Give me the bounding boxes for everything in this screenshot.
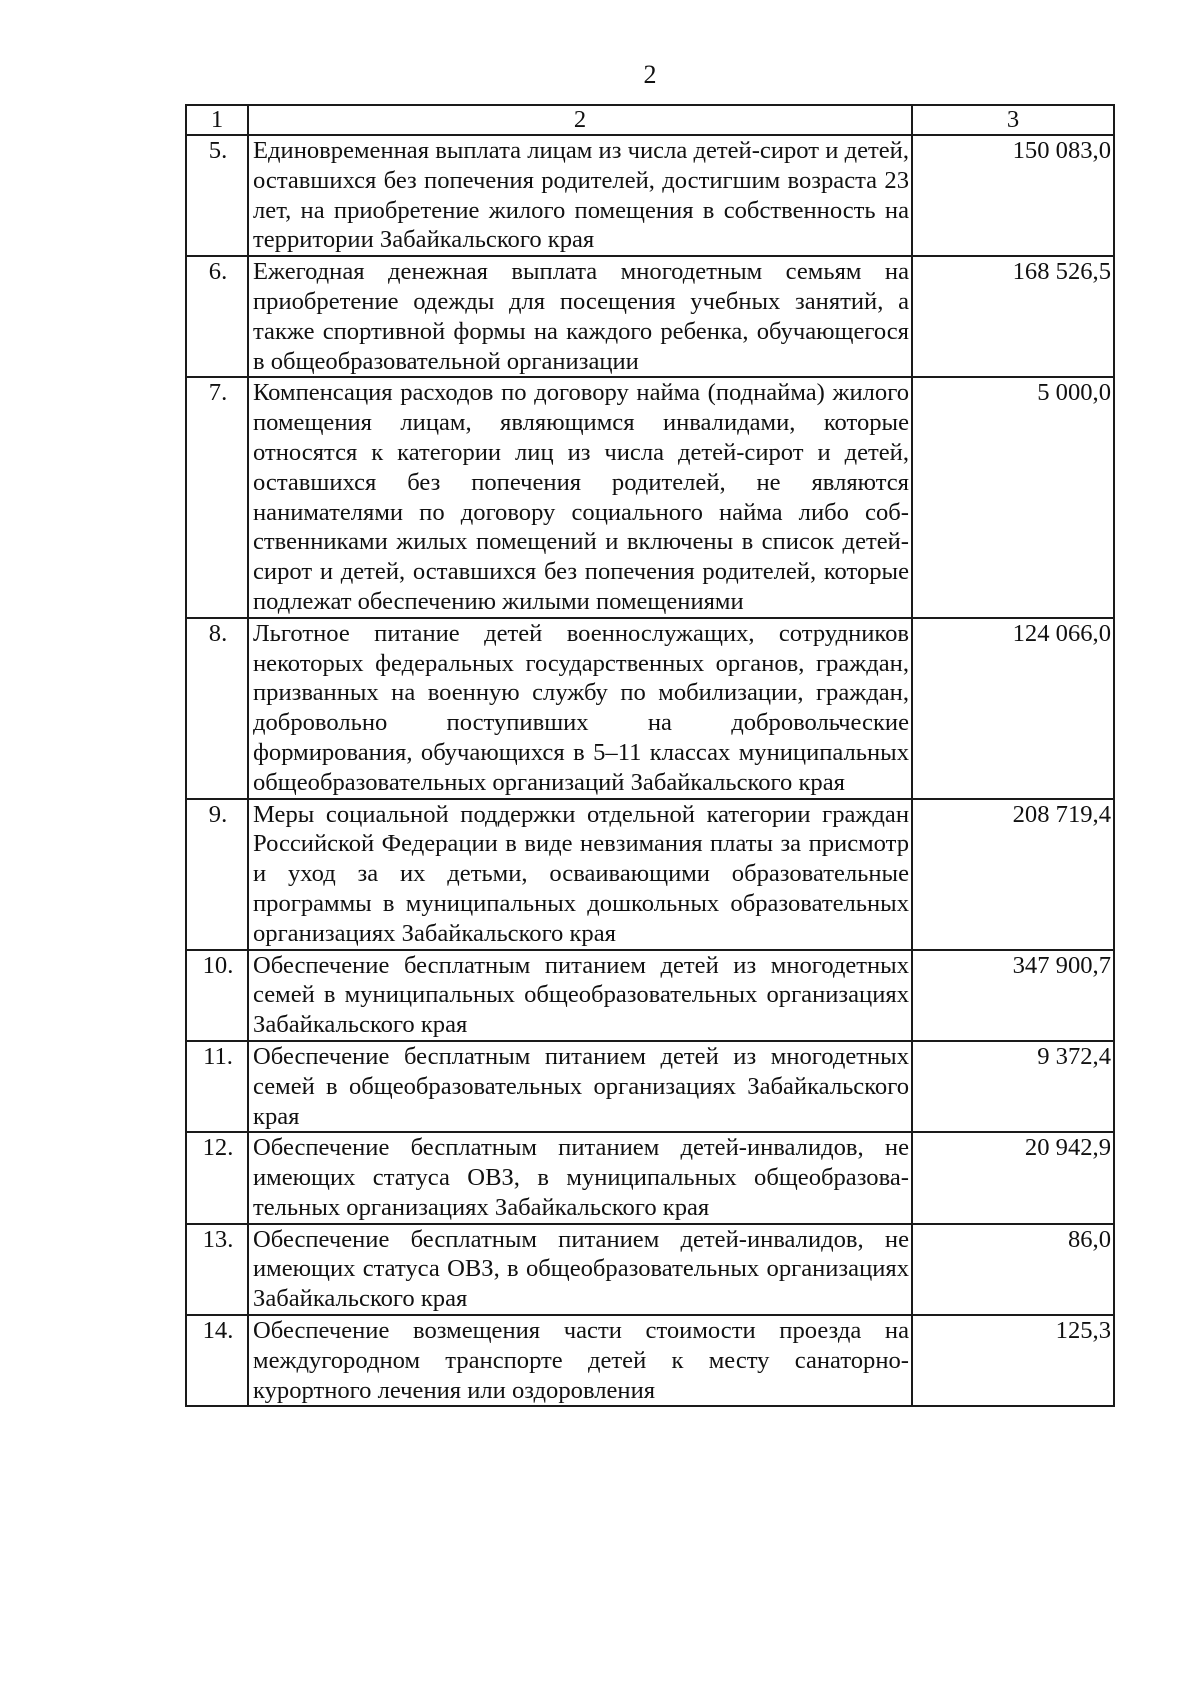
row-amount: 124 066,0 (912, 618, 1114, 799)
row-number: 11. (186, 1041, 248, 1132)
row-description: Обеспечение бесплатным питанием детей из многодетных семей в муниципальных общеобразовательных организациях Забайкальского края (248, 950, 912, 1041)
row-description: Ежегодная денежная выплата многодетным семьям на приобретение одежды для посещения учебных занятий, а также спортивной формы на каждого ребенка, обучающегося в общеобразовательной организации (248, 256, 912, 377)
page-number: 2 (643, 60, 657, 89)
row-number: 5. (186, 135, 248, 256)
row-description: Обеспечение возмещения части стоимости проезда на междугородном транспорте детей к месту санаторно-курортного лечения или оздоровления (248, 1315, 912, 1406)
column-header-number: 1 (186, 105, 248, 135)
row-amount: 168 526,5 (912, 256, 1114, 377)
row-number: 9. (186, 799, 248, 950)
row-number: 13. (186, 1224, 248, 1315)
row-amount: 347 900,7 (912, 950, 1114, 1041)
table-row (186, 799, 1114, 950)
row-number: 6. (186, 256, 248, 377)
row-description: Обеспечение бесплатным питанием детей-инвалидов, не имеющих статуса ОВЗ, в общеобразовательных организациях Забайкальского края (248, 1224, 912, 1315)
row-number: 7. (186, 377, 248, 617)
table-row (186, 256, 1114, 377)
table-row (186, 135, 1114, 256)
row-description: Обеспечение бесплатным питанием детей из многодетных семей в общеобразовательных организациях Забайкальского края (248, 1041, 912, 1132)
column-header-description: 2 (248, 105, 912, 135)
row-number: 12. (186, 1132, 248, 1223)
table-row (186, 1132, 1114, 1223)
table-row (186, 618, 1114, 799)
budget-table (185, 104, 1115, 1407)
row-amount: 20 942,9 (912, 1132, 1114, 1223)
row-description: Льготное питание детей военнослужащих, сотрудников некоторых федеральных государственных органов, граждан, призванных на военную службу по мобилизации, граждан, добровольно поступивших на добровольческие формирования, обучающихся в 5–11 классах муниципальных общеобразовательных организаций Забайкальского края (248, 618, 912, 799)
row-amount: 5 000,0 (912, 377, 1114, 617)
row-description: Компенсация расходов по договору найма (поднайма) жилого помещения лицам, являющимся инвалидами, которые относятся к категории лиц из числа детей-сирот и детей, оставшихся без попечения родителей, не являются нанимателями по договору социального найма либо собственниками жилых помещений и включены в список детей-сирот и детей, оставшихся без попечения родителей, которые подлежат обеспечению жилыми помещениями (248, 377, 912, 617)
header-row (186, 105, 1114, 135)
table-row (186, 950, 1114, 1041)
table-body (186, 135, 1114, 1406)
table-row (186, 1041, 1114, 1132)
row-description: Меры социальной поддержки отдельной категории граждан Российской Федерации в виде невзимания платы за присмотр и уход за их детьми, осваивающими образовательные программы в муниципальных дошкольных образовательных организациях Забайкальского края (248, 799, 912, 950)
row-amount: 208 719,4 (912, 799, 1114, 950)
row-amount: 9 372,4 (912, 1041, 1114, 1132)
row-number: 10. (186, 950, 248, 1041)
row-description: Обеспечение бесплатным питанием детей-инвалидов, не имеющих статуса ОВЗ, в муниципальных общеобразовательных организациях Забайкальского края (248, 1132, 912, 1223)
row-amount: 86,0 (912, 1224, 1114, 1315)
table-row (186, 377, 1114, 617)
row-description: Единовременная выплата лицам из числа детей-сирот и детей, оставшихся без попечения родителей, достигшим возраста 23 лет, на приобретение жилого помещения в собственность на территории Забайкальского края (248, 135, 912, 256)
row-amount: 150 083,0 (912, 135, 1114, 256)
row-amount: 125,3 (912, 1315, 1114, 1406)
row-number: 14. (186, 1315, 248, 1406)
table-header (186, 105, 1114, 135)
table-row (186, 1224, 1114, 1315)
row-number: 8. (186, 618, 248, 799)
column-header-amount: 3 (912, 105, 1114, 135)
table-row (186, 1315, 1114, 1406)
